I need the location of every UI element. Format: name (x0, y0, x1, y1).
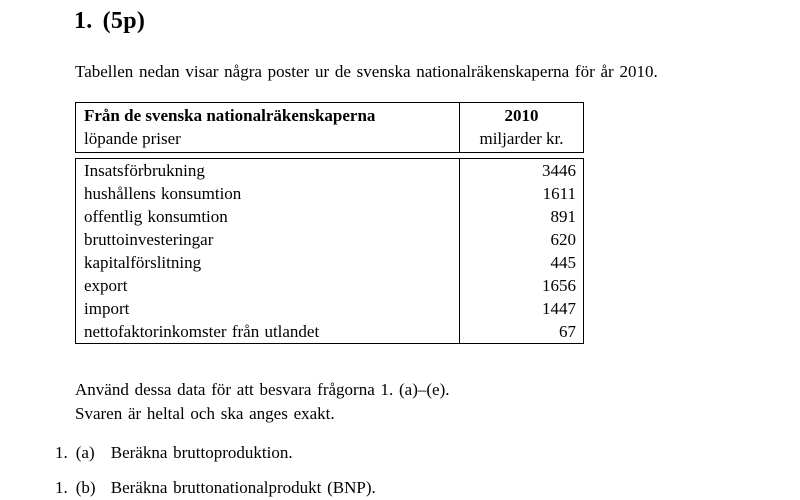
row-value: 67 (459, 320, 583, 343)
question-item-b (55, 476, 376, 499)
page-title (74, 8, 145, 35)
row-label: kapitalförslitning (84, 253, 202, 272)
table-row (76, 297, 583, 320)
question-text: Beräkna bruttoproduktion. (110, 443, 293, 462)
national-accounts-table (75, 102, 584, 344)
row-value: 620 (459, 228, 583, 251)
row-value: 445 (459, 251, 583, 274)
table-row (76, 182, 583, 205)
row-label: Insatsförbrukning (84, 161, 205, 180)
instructions-paragraph (75, 378, 450, 426)
row-label: hushållens konsumtion (84, 184, 242, 203)
row-value: 1447 (459, 297, 583, 320)
question-text: Beräkna bruttonationalprodukt (BNP). (110, 478, 376, 497)
row-label: offentlig konsumtion (84, 207, 228, 226)
row-value: 1656 (459, 274, 583, 297)
table-header (75, 102, 584, 153)
table-row (76, 251, 583, 274)
instructions-line1: Använd dessa data för att besvara frågorna 1. (a)–(e). (75, 380, 450, 399)
question-letter: (a) (75, 443, 95, 462)
question-letter: (b) (75, 478, 96, 497)
question-item-a (55, 441, 293, 464)
table-body (75, 158, 584, 344)
header-subtitle: löpande priser (84, 129, 181, 148)
header-col-year (459, 103, 583, 152)
table-row (76, 159, 583, 182)
row-label: export (84, 276, 128, 295)
instructions-line2: Svaren är heltal och ska anges exakt. (75, 404, 335, 423)
table-row (76, 228, 583, 251)
table-row (76, 320, 583, 343)
question-number: 1. (74, 8, 93, 34)
points-label: (5p) (102, 8, 146, 34)
header-col-description (76, 103, 459, 152)
question-number: 1. (55, 443, 68, 462)
question-number: 1. (55, 478, 68, 497)
row-label: bruttoinvesteringar (84, 230, 214, 249)
row-label: nettofaktorinkomster från utlandet (84, 322, 320, 341)
table-row (76, 205, 583, 228)
header-year: 2010 (504, 106, 539, 125)
header-unit: miljarder kr. (479, 129, 564, 148)
row-label: import (84, 299, 130, 318)
row-value: 1611 (459, 182, 583, 205)
intro-paragraph: Tabellen nedan visar några poster ur de svenska nationalräkenskaperna för år 2010. (75, 62, 658, 81)
row-value: 891 (459, 205, 583, 228)
table-row (76, 274, 583, 297)
row-value: 3446 (459, 159, 583, 182)
header-title: Från de svenska nationalräkenskaperna (84, 106, 376, 125)
